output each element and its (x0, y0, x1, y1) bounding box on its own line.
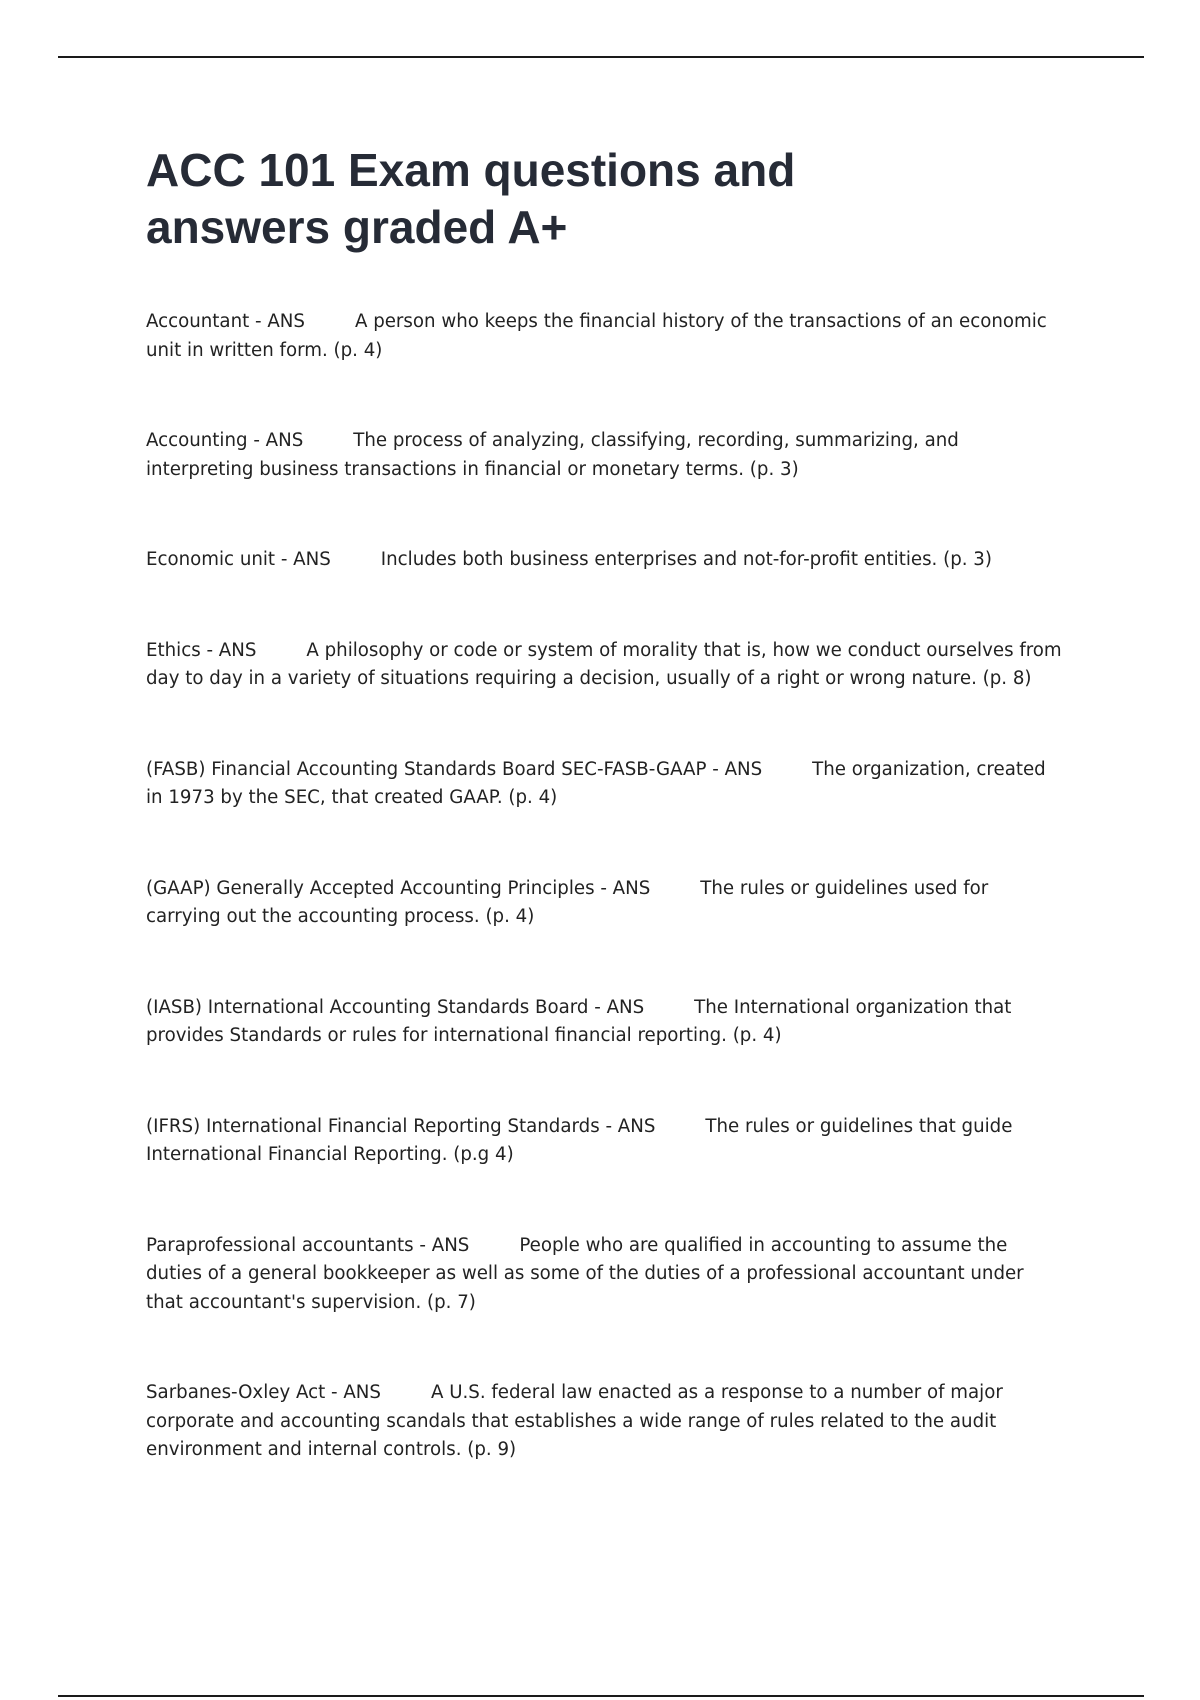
footer-rule (58, 1695, 1144, 1697)
entry-ethics (146, 637, 1066, 694)
entry-definition: People who are qualified in accounting to assume the duties of a general bookkeeper as well as some of the duties of a professional accountant under that accountant's supervision. (p. 7) (146, 1234, 1024, 1313)
entry-accountant (146, 308, 1066, 365)
entry-definition: A philosophy or code or system of morality that is, how we conduct ourselves from day to day in a variety of situations requiring a decision, usually of a right or wrong nature. (p. 8) (146, 639, 1062, 689)
entry-term: Ethics - ANS (146, 639, 257, 661)
entry-iasb (146, 994, 1066, 1051)
entry-ifrs (146, 1113, 1066, 1170)
entry-definition: The organization, created in 1973 by the SEC, that created GAAP. (p. 4) (146, 758, 1046, 808)
entry-term: (FASB) Financial Accounting Standards Board SEC-FASB-GAAP - ANS (146, 758, 763, 780)
entry-term: Sarbanes-Oxley Act - ANS (146, 1382, 381, 1403)
entry-term: (IFRS) International Financial Reporting Standards - ANS (146, 1115, 656, 1137)
entry-fasb (146, 756, 1066, 813)
entry-accounting (146, 427, 1066, 484)
entry-definition: The rules or guidelines that guide International Financial Reporting. (p.g 4) (146, 1115, 1013, 1165)
entry-term: Economic unit - ANS (146, 549, 331, 570)
entry-definition: Includes both business enterprises and not-for-profit entities. (p. 3) (380, 549, 992, 570)
entry-term: (IASB) International Accounting Standards Board - ANS (146, 996, 645, 1018)
entry-term: (GAAP) Generally Accepted Accounting Principles - ANS (146, 877, 651, 899)
entry-definition: A person who keeps the financial history of the transactions of an economic unit in written form. (p. 4) (146, 311, 1047, 361)
document-title: ACC 101 Exam questions and answers graded A+ (146, 144, 796, 253)
entry-sarbanes-oxley-act (146, 1379, 1066, 1465)
entry-economic-unit (146, 546, 1066, 575)
entry-term: Paraprofessional accountants - ANS (146, 1234, 470, 1256)
entry-gaap (146, 875, 1066, 932)
entry-definition: The International organization that provides Standards or rules for international financial reporting. (p. 4) (146, 996, 1012, 1046)
entry-paraprofessional-accountants (146, 1232, 1066, 1318)
entry-definition: The process of analyzing, classifying, recording, summarizing, and interpreting business transactions in financial or monetary terms. (p. 3) (146, 430, 959, 480)
entry-term: Accounting - ANS (146, 430, 304, 451)
entry-definition: A U.S. federal law enacted as a response to a number of major corporate and accounting scandals that establishes a wide range of rules related to the audit environment and internal controls. (p. 9) (146, 1382, 1003, 1460)
entry-term: Accountant - ANS (146, 311, 305, 332)
entry-definition: The rules or guidelines used for carrying out the accounting process. (p. 4) (146, 877, 989, 927)
document-body (146, 142, 1066, 1527)
header-rule (58, 56, 1144, 58)
